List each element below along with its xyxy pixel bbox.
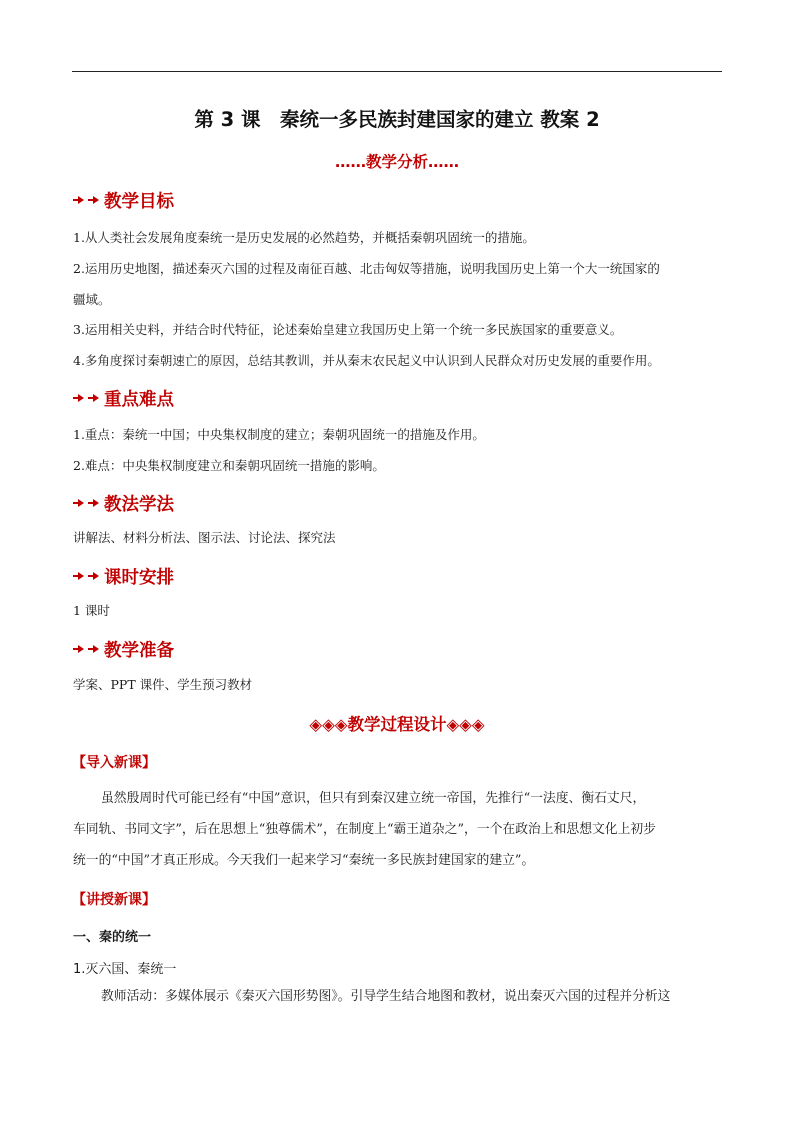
lecture-label: 【讲授新课】 [72, 892, 156, 908]
double-arrow-icon [73, 571, 103, 581]
section-schedule [73, 563, 174, 589]
preparation-text: 学案、PPT 课件、学生预习教材 [73, 677, 253, 692]
section-key-points [73, 385, 174, 411]
double-arrow-icon [73, 393, 103, 403]
section-label: 重点难点 [104, 389, 174, 410]
section-label: 课时安排 [104, 567, 174, 588]
intro-paragraph-line: 虽然殷周时代可能已经有“中国”意识，但只有到秦汉建立统一帝国，先推行“一法度、衡石丈尺， [101, 791, 646, 806]
double-arrow-icon [73, 195, 103, 205]
objective-line: 1.从人类社会发展角度秦统一是历史发展的必然趋势，并概括秦朝巩固统一的措施。 [73, 230, 535, 245]
intro-label: 【导入新课】 [72, 755, 156, 771]
double-arrow-icon [73, 644, 103, 654]
section-methods [73, 490, 174, 516]
double-arrow-icon [73, 498, 103, 508]
objective-line: 4.多角度探讨秦朝速亡的原因，总结其教训，并从秦末农民起义中认识到人民群众对历史发展的重要作用。 [73, 353, 660, 368]
part-heading: 一、秦的统一 [73, 930, 152, 945]
header-rule [72, 71, 722, 72]
key-point-line: 2.难点：中央集权制度建立和秦朝巩固统一措施的影响。 [73, 458, 385, 473]
teacher-activity-line: 教师活动：多媒体展示《秦灭六国形势图》。引导学生结合地图和教材，说出秦灭六国的过程并分析这 [101, 989, 671, 1004]
section-label: 教学准备 [104, 640, 174, 661]
objective-line: 3.运用相关史料，并结合时代特征，论述秦始皇建立我国历史上第一个统一多民族国家的重要意义。 [73, 322, 623, 337]
document-title: 第 3 课 秦统一多民族封建国家的建立 教案 2 [194, 108, 600, 131]
section-objectives [73, 187, 174, 213]
objective-line: 2.运用历史地图，描述秦灭六国的过程及南征百越、北击匈奴等措施，说明我国历史上第一个大一统国家的 [73, 261, 660, 276]
section-label: 教法学法 [104, 494, 174, 515]
key-point-line: 1.重点：秦统一中国；中央集权制度的建立；秦朝巩固统一的措施及作用。 [73, 427, 485, 442]
methods-text: 讲解法、材料分析法、图示法、讨论法、探究法 [73, 530, 336, 545]
section-label: 教学目标 [104, 191, 174, 212]
schedule-text: 1 课时 [73, 603, 110, 618]
section-preparation [73, 636, 174, 662]
objective-line: 疆域。 [73, 292, 111, 307]
sub-heading: 1.灭六国、秦统一 [73, 962, 177, 977]
document-subtitle: ……教学分析…… [334, 153, 459, 171]
intro-paragraph-line: 统一的“中国”才真正形成。今天我们一起来学习“秦统一多民族封建国家的建立”。 [73, 853, 535, 868]
process-heading: ◈◈◈教学过程设计◈◈◈ [309, 715, 485, 734]
intro-paragraph-line: 车同轨、书同文字”，后在思想上“独尊儒术”，在制度上“霸王道杂之”，一个在政治上和思想文化上初步 [73, 822, 656, 837]
